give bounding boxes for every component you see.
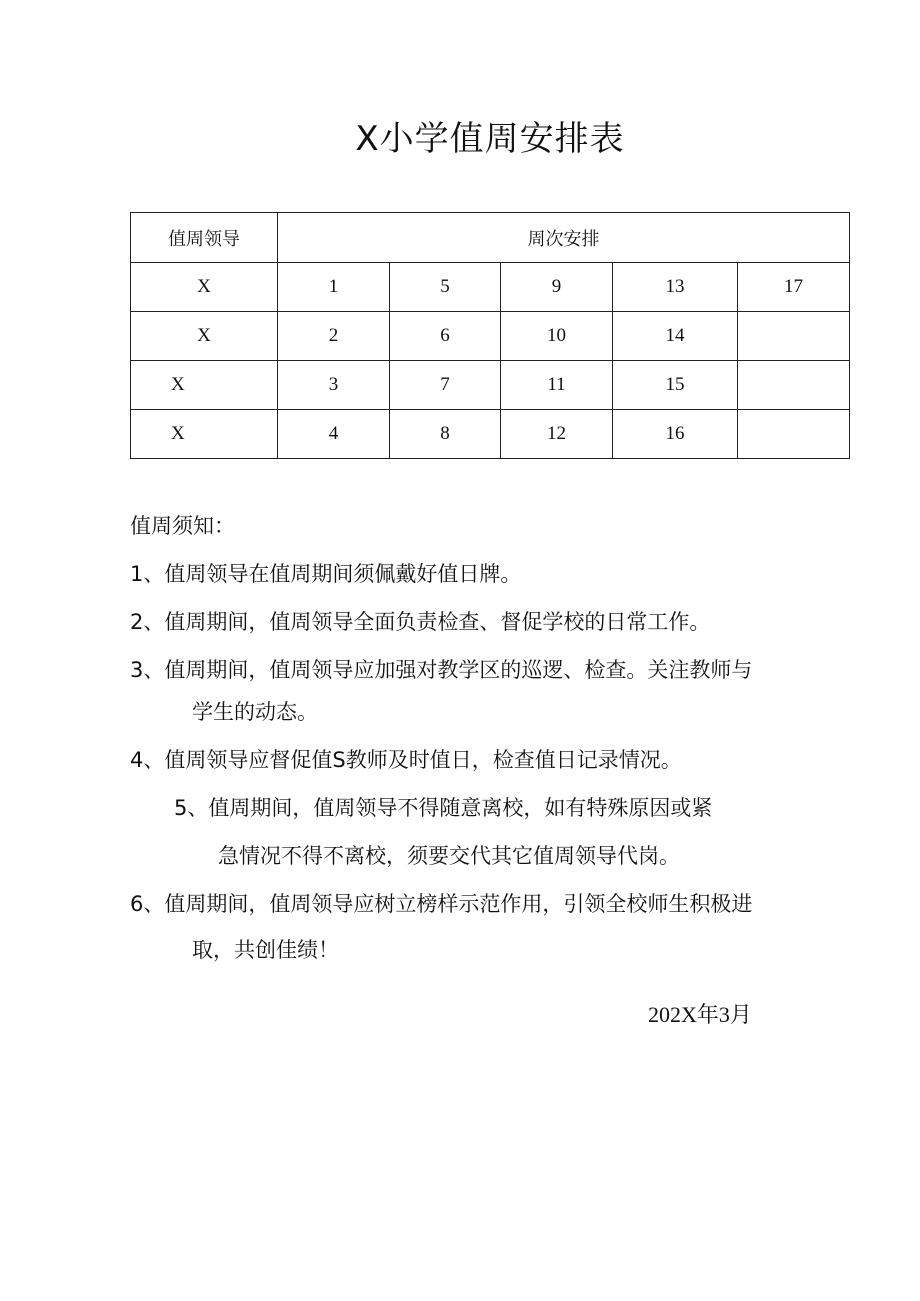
- note-item-3: 3、值周期间，值周领导应加强对教学区的巡逻、检查。关注教师与: [130, 658, 753, 682]
- document-date: 202X年3月: [648, 1002, 752, 1027]
- week-cell: 2: [278, 312, 390, 361]
- duty-schedule-table: [130, 212, 850, 459]
- duty-notes: [130, 502, 870, 974]
- week-cell: [738, 312, 850, 361]
- week-cell: 15: [613, 361, 738, 410]
- note-item-6-continuation: 取，共创佳绩！: [192, 938, 339, 962]
- week-cell: 14: [613, 312, 738, 361]
- table-row: [131, 361, 850, 410]
- leader-cell: X: [131, 263, 278, 312]
- leader-cell: X: [131, 410, 278, 459]
- note-item-5-continuation: 急情况不得不离校，须要交代其它值周领导代岗。: [218, 844, 680, 868]
- note-item-6: 6、值周期间，值周领导应树立榜样示范作用，引领全校师生积极进: [130, 892, 753, 916]
- leader-cell: X: [131, 312, 278, 361]
- header-schedule: 周次安排: [278, 213, 850, 263]
- note-item-4: 4、值周领导应督促值S教师及时值日，检查值日记录情况。: [130, 748, 682, 772]
- notes-heading: 值周须知：: [130, 514, 235, 538]
- table-row: [131, 263, 850, 312]
- table-header-row: [131, 213, 850, 263]
- week-cell: 5: [390, 263, 501, 312]
- week-cell: 10: [501, 312, 613, 361]
- note-item-1: 1、值周领导在值周期间须佩戴好值日牌。: [130, 562, 522, 586]
- week-cell: 12: [501, 410, 613, 459]
- header-leader: 值周领导: [131, 213, 278, 263]
- leader-cell: X: [131, 361, 278, 410]
- page-title: X小学值周安排表: [355, 119, 625, 159]
- table-row: [131, 312, 850, 361]
- week-cell: 1: [278, 263, 390, 312]
- week-cell: 4: [278, 410, 390, 459]
- table-row: [131, 410, 850, 459]
- week-cell: 11: [501, 361, 613, 410]
- week-cell: [738, 410, 850, 459]
- note-item-2: 2、值周期间，值周领导全面负责检查、督促学校的日常工作。: [130, 610, 711, 634]
- week-cell: 16: [613, 410, 738, 459]
- week-cell: 17: [738, 263, 850, 312]
- week-cell: 13: [613, 263, 738, 312]
- week-cell: 6: [390, 312, 501, 361]
- note-item-5: 5、值周期间，值周领导不得随意离校，如有特殊原因或紧: [174, 796, 713, 820]
- week-cell: 7: [390, 361, 501, 410]
- week-cell: 3: [278, 361, 390, 410]
- week-cell: 8: [390, 410, 501, 459]
- week-cell: 9: [501, 263, 613, 312]
- week-cell: [738, 361, 850, 410]
- note-item-3-continuation: 学生的动态。: [192, 700, 318, 724]
